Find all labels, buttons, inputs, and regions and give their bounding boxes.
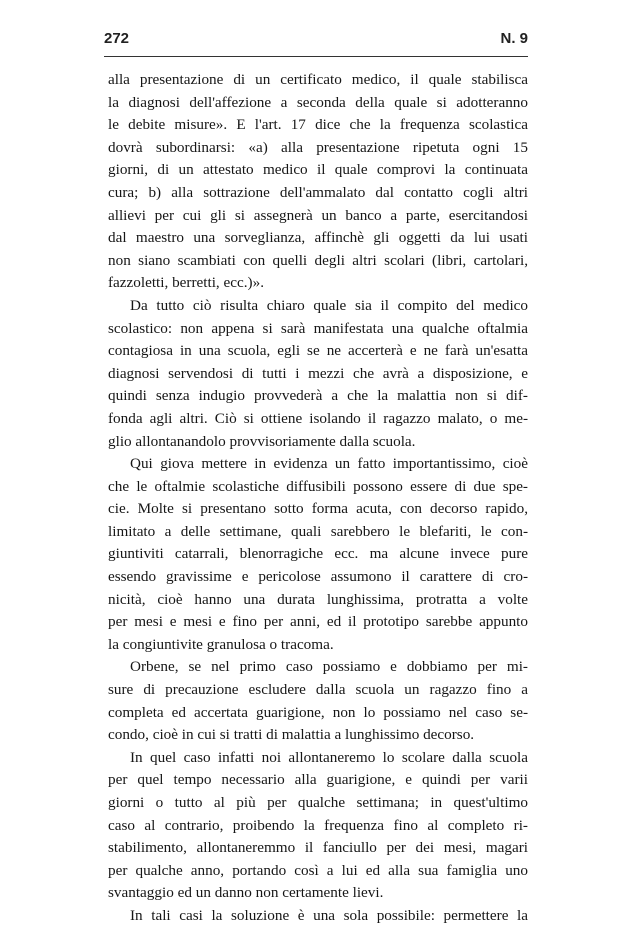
text-line: scolastico: non appena si sarà manifestata una qualche oftalmia — [108, 319, 528, 337]
text-line: giuntiviti catarrali, blenorragiche ecc. ma alcune invece pure — [108, 545, 528, 563]
text-line: caso al contrario, proibendo la frequenza fino al completo ri- — [108, 816, 528, 834]
text-line: giorni o tutto al più per qualche settimana; in quest'ultimo — [108, 794, 528, 811]
text-line: sure di precauzione escludere dalla scuola un ragazzo fino a — [108, 681, 528, 699]
paragraph — [108, 905, 528, 928]
text-line: limitato a delle settimane, quali sarebbero le blefariti, le con- — [108, 522, 528, 540]
paragraph — [108, 295, 528, 453]
text-line: stabilimento, allontaneremmo il fanciullo per dei mesi, magari — [108, 839, 528, 857]
running-header — [104, 30, 528, 47]
text-line: essendo gravissime e pericolose assumono il carattere di cro- — [108, 568, 528, 586]
text-line: quindi senza indugio provvederà a che la malattia non si dif- — [108, 387, 528, 405]
text-line: che le oftalmie scolastiche diffusibili possono essere di due spe- — [108, 477, 528, 495]
text-line: Qui giova mettere in evidenza un fatto importantissimo, cioè — [130, 455, 528, 473]
page-number: 272 — [104, 30, 130, 47]
text-line: la congiuntivite granulosa o tracoma. — [108, 635, 334, 653]
text-line: glio allontanandolo provvisoriamente dalla scuola. — [108, 432, 416, 450]
body-text — [108, 69, 528, 928]
text-line: fonda agli altri. Ciò si ottiene isolando il ragazzo malato, o me- — [108, 409, 528, 427]
text-line: completa ed accertata guarigione, non lo possiamo nel caso se- — [108, 703, 528, 721]
text-line: fazzoletti, berretti, ecc.)». — [108, 274, 264, 292]
paragraph — [108, 656, 528, 746]
text-line: cura; b) alla sottrazione dell'ammalato dal contatto cogli altri — [108, 183, 528, 201]
paragraph — [108, 747, 528, 905]
text-line: In tali casi la soluzione è una sola possibile: permettere la — [130, 906, 528, 924]
text-line: contagiosa in una scuola, egli se ne accerterà e ne farà un'esatta — [108, 342, 528, 360]
text-line: condo, cioè in cui si tratti di malattia a lunghissimo decorso. — [108, 726, 475, 744]
text-line: Orbene, se nel primo caso possiamo e dobbiamo per mi- — [130, 658, 528, 676]
text-line: alla presentazione di un certificato medico, il quale stabilisca — [108, 71, 528, 88]
text-line: allievi per cui gli si assegnerà un banco a parte, esercitandosi — [108, 206, 528, 224]
text-line: per mesi e mesi e fino per anni, ed il prototipo sarebbe appunto — [108, 613, 528, 631]
issue-number: N. 9 — [500, 30, 528, 47]
paragraph — [108, 453, 528, 656]
text-line: nicità, cioè hanno una durata lunghissima, protratta a volte — [108, 590, 528, 608]
header-rule — [104, 56, 528, 57]
text-line: giorni, di un attestato medico il quale comprovi la continuata — [108, 161, 528, 179]
text-line: dovrà subordinarsi: «a) alla presentazione ripetuta ogni 15 — [108, 138, 528, 156]
text-line: In quel caso infatti noi allontaneremo lo scolare dalla scuola — [130, 748, 528, 766]
text-line: diagnosi servendosi di tutti i mezzi che avrà a disposizione, e — [108, 364, 528, 382]
text-line: per quel tempo necessario alla guarigione, e quindi per varii — [108, 771, 528, 789]
paragraph — [108, 69, 528, 295]
text-line: Da tutto ciò risulta chiaro quale sia il compito del medico — [130, 296, 528, 314]
text-line: svantaggio ed un danno non certamente lievi. — [108, 884, 384, 902]
text-line: le debite misure». E l'art. 17 dice che la frequenza scolastica — [108, 116, 528, 134]
text-line: cie. Molte si presentano sotto forma acuta, con decorso rapido, — [108, 500, 528, 518]
text-line: non siano scambiati con quelli degli altri scolari (libri, cartolari, — [108, 251, 528, 269]
text-line: la diagnosi dell'affezione a seconda della quale si adotteranno — [108, 93, 528, 111]
text-line: per qualche anno, portando così a lui ed alla sua famiglia uno — [108, 861, 528, 879]
text-line: dal maestro una sorveglianza, affinchè gli oggetti da lui usati — [108, 229, 528, 247]
